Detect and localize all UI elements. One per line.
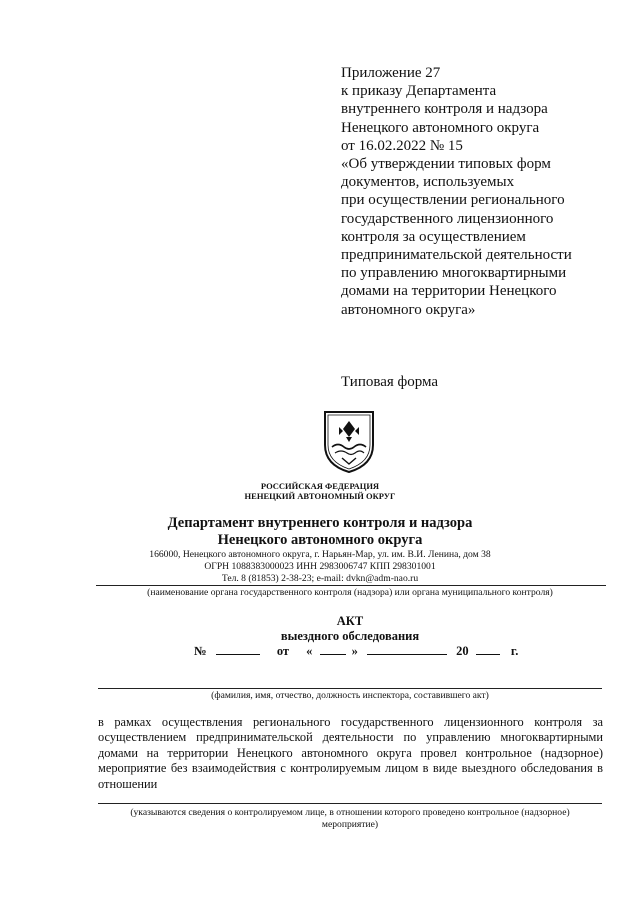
inspector-caption: (фамилия, имя, отчество, должность инспектора, составившего акт) xyxy=(211,690,489,701)
appendix-line: по управлению многоквартирными xyxy=(341,265,567,282)
coat-of-arms-icon xyxy=(322,409,376,475)
appendix-line: Ненецкого автономного округа xyxy=(341,119,540,136)
from-label: от xyxy=(276,644,290,658)
number-label: № xyxy=(194,644,207,658)
day-field[interactable] xyxy=(320,644,346,655)
contacts-line: Тел. 8 (81853) 2-38-23; e-mail: dvkn@adm-nao.ru xyxy=(221,573,419,584)
quote-open: « xyxy=(306,644,313,658)
appendix-line: предпринимательской деятельности xyxy=(341,247,572,264)
subject-caption-line1: (указываются сведения о контролируемом лице, в отношении которого проведено контрольное (надзорное) xyxy=(130,807,570,818)
act-number-date-line xyxy=(194,644,518,659)
appendix-line: документов, используемых xyxy=(341,174,515,191)
appendix-line: автономного округа» xyxy=(341,301,476,318)
subject-field-line[interactable] xyxy=(98,803,602,804)
appendix-block xyxy=(341,64,611,319)
appendix-line: Приложение 27 xyxy=(341,65,441,81)
form-type-label: Типовая форма xyxy=(341,374,439,390)
registration-line: ОГРН 1088383000023 ИНН 2983006747 КПП 298301001 xyxy=(204,561,436,572)
appendix-line: от 16.02.2022 № 15 xyxy=(341,137,463,154)
appendix-line: государственного лицензионного xyxy=(341,210,554,227)
appendix-line: контроля за осуществлением xyxy=(341,228,526,245)
year-field[interactable] xyxy=(476,644,500,655)
year-suffix: г. xyxy=(510,644,519,658)
department-subtitle: Ненецкого автономного округа xyxy=(217,532,423,548)
appendix-line: внутреннего контроля и надзора xyxy=(341,101,548,118)
body-paragraph: в рамках осуществления регионального государственного лицензионного контроля за осуществлением предпринимательской деятельности по управлению многоквартирными домами на территории Ненецкого автономного округа провел контрольное (надзорное) мероприятие без взаимодействия с контролируемым лицом в виде выездного обследования в отношении xyxy=(98,715,603,791)
appendix-line: «Об утверждении типовых форм xyxy=(341,156,551,173)
department-title: Департамент внутреннего контроля и надзора xyxy=(167,515,473,531)
subject-caption-line2: мероприятие) xyxy=(321,819,379,830)
act-subtitle: выездного обследования xyxy=(280,629,420,643)
address-line: 166000, Ненецкого автономного округа, г. Нарьян-Мар, ул. им. В.И. Ленина, дом 38 xyxy=(149,549,491,560)
region-line: НЕНЕЦКИЙ АВТОНОМНЫЙ ОКРУГ xyxy=(244,491,396,501)
act-title: АКТ xyxy=(336,614,364,628)
month-field[interactable] xyxy=(367,644,447,655)
inspector-field-line[interactable] xyxy=(98,688,602,689)
org-caption: (наименование органа государственного контроля (надзора) или органа муниципального контроля) xyxy=(147,587,553,598)
quote-close: » xyxy=(351,644,358,658)
appendix-line: домами на территории Ненецкого xyxy=(341,283,557,300)
org-divider xyxy=(96,585,606,586)
appendix-line: при осуществлении регионального xyxy=(341,192,565,209)
year-prefix: 20 xyxy=(456,644,469,658)
country-line: РОССИЙСКАЯ ФЕДЕРАЦИЯ xyxy=(260,481,380,491)
appendix-line: к приказу Департамента xyxy=(341,83,497,100)
number-field[interactable] xyxy=(216,644,260,655)
